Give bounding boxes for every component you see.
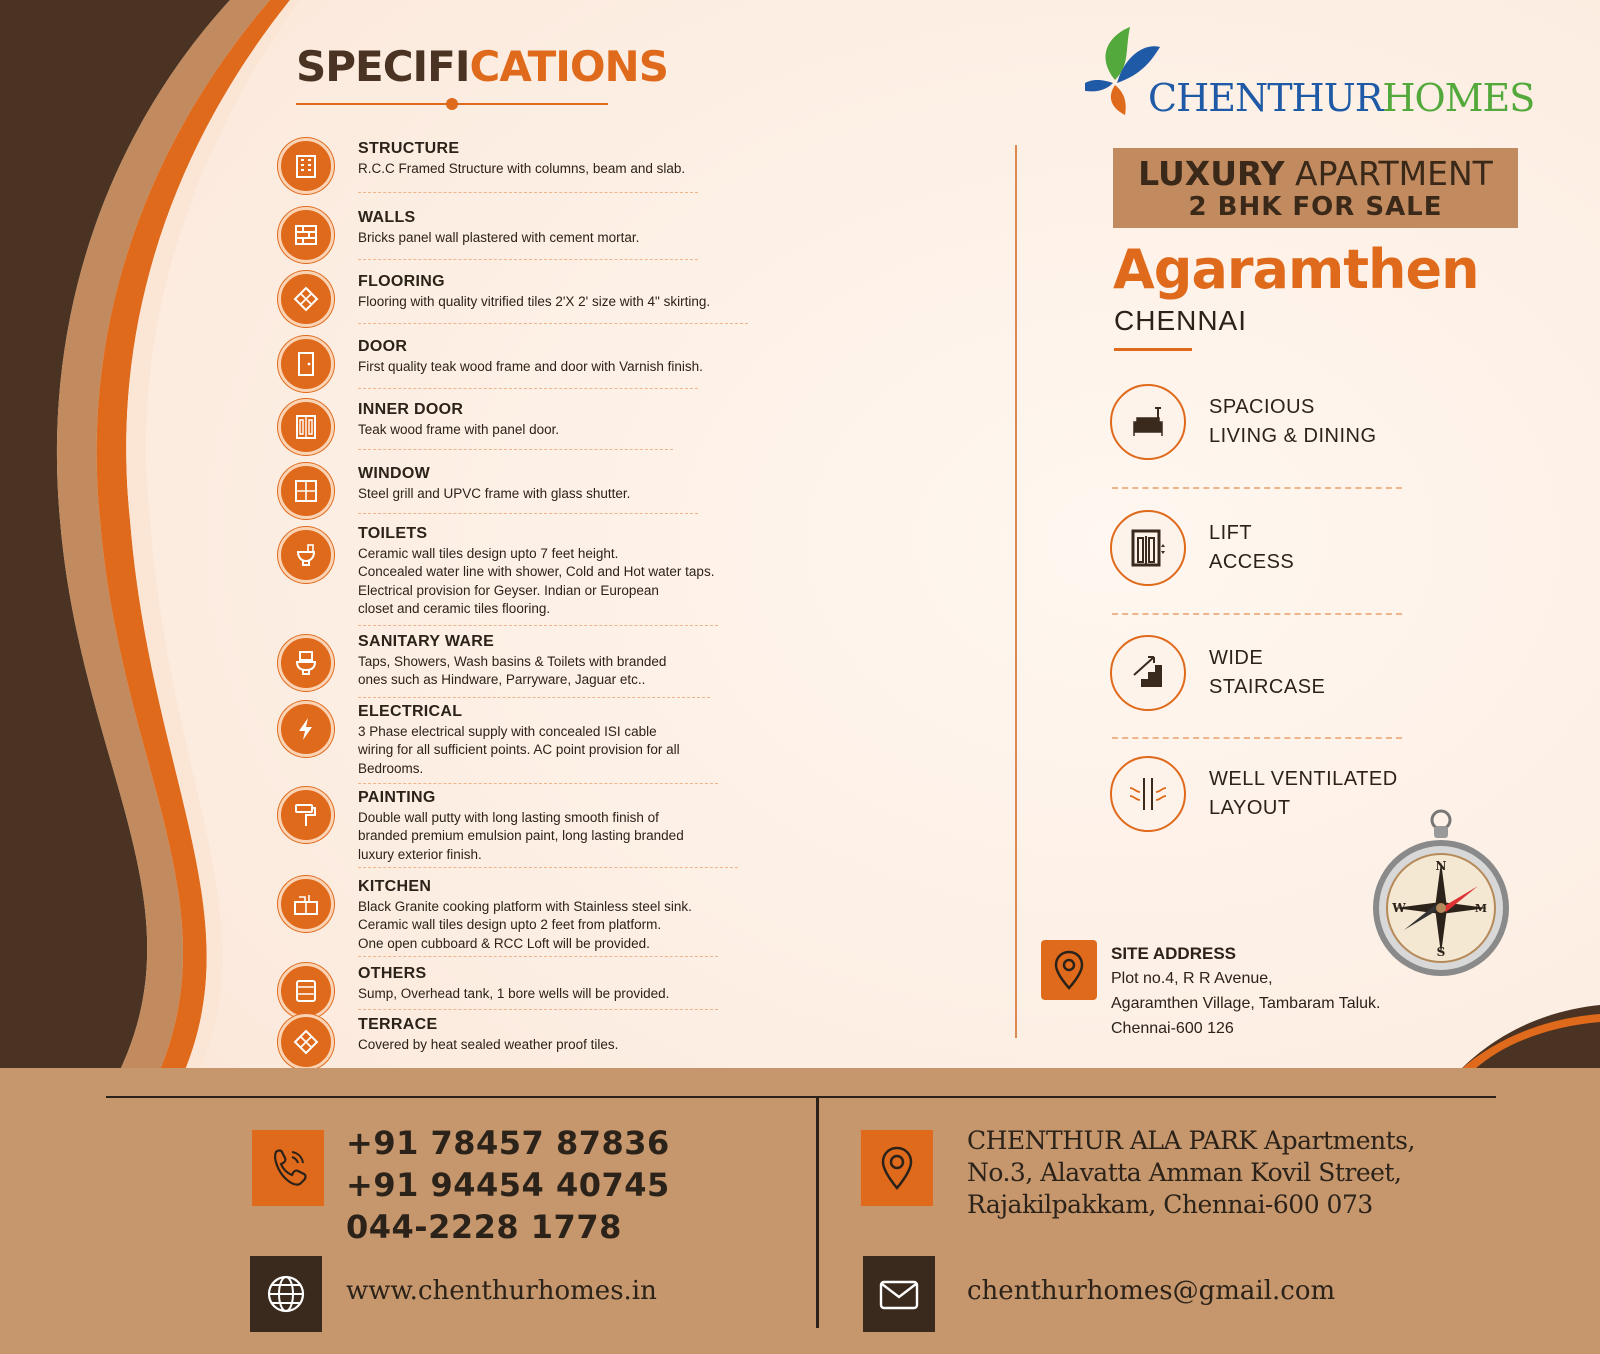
spec-desc: Flooring with quality vitrified tiles 2'X 2' size with 4" skirting.	[358, 294, 711, 309]
offer-line-2: 2 BHK FOR SALE	[1188, 192, 1443, 222]
kitchen-icon	[278, 876, 334, 932]
spec-desc: Bricks panel wall plastered with cement mortar.	[358, 230, 640, 245]
website-link[interactable]: www.chenthurhomes.in	[346, 1276, 657, 1306]
spec-desc: Teak wood frame with panel door.	[358, 422, 560, 437]
divider	[358, 1009, 718, 1010]
office-address-line: No.3, Alavatta Amman Kovil Street,	[967, 1158, 1402, 1187]
feature-line-1: SPACIOUS	[1209, 396, 1315, 418]
specifications-title	[296, 42, 668, 91]
mail-icon	[863, 1256, 935, 1332]
feature-line-1: LIFT	[1209, 522, 1253, 544]
offer-bold: LUXURY	[1138, 154, 1285, 193]
divider	[358, 323, 748, 324]
offer-line-1	[1113, 154, 1518, 193]
divider	[358, 783, 718, 784]
desc-line: Electrical provision for Geyser. Indian or European	[358, 582, 659, 598]
phone-icon	[252, 1130, 324, 1206]
desc-line: closet and ceramic tiles flooring.	[358, 600, 551, 616]
spec-title: TERRACE	[358, 1016, 438, 1033]
desc-line: ones such as Hindware, Parryware, Jaguar etc..	[358, 672, 646, 688]
feature-line-2: LIVING & DINING	[1209, 425, 1377, 447]
spec-title: OTHERS	[358, 965, 427, 982]
brick-wall-icon	[278, 207, 334, 263]
divider	[358, 259, 698, 260]
feature-ventilation	[1110, 756, 1410, 836]
offer-rest: APARTMENT	[1284, 154, 1493, 193]
feature-line-2: ACCESS	[1209, 551, 1295, 573]
spec-desc: Steel grill and UPVC frame with glass shutter.	[358, 486, 631, 501]
spec-title: TOILETS	[358, 525, 428, 542]
brand-name-part-2: HOMES	[1382, 76, 1535, 120]
spec-title: KITCHEN	[358, 878, 432, 895]
brand-name-part-1: CHENTHUR	[1148, 76, 1383, 120]
title-part-1: SPECIFI	[296, 42, 470, 91]
desc-line: wiring for all sufficient points. AC point provision for all	[358, 742, 680, 758]
divider	[358, 388, 698, 389]
desc-line: luxury exterior finish.	[358, 846, 482, 862]
spec-desc: Sump, Overhead tank, 1 bore wells will be provided.	[358, 986, 670, 1001]
divider	[358, 867, 738, 868]
feature-line-2: STAIRCASE	[1209, 676, 1326, 698]
spec-title: STRUCTURE	[358, 140, 460, 157]
title-part-2: CATIONS	[469, 42, 668, 91]
site-address-line: Chennai-600 126	[1111, 1020, 1234, 1037]
spec-title: PAINTING	[358, 789, 436, 806]
location-pin-icon	[861, 1130, 933, 1206]
compass-n: N	[1435, 859, 1447, 873]
globe-icon	[250, 1256, 322, 1332]
divider	[358, 192, 698, 193]
tiles-icon	[278, 271, 334, 327]
divider	[358, 449, 673, 450]
divider	[358, 625, 718, 626]
spec-desc: First quality teak wood frame and door with Varnish finish.	[358, 359, 703, 374]
desc-line: Black Granite cooking platform with Stainless steel sink.	[358, 899, 692, 914]
feature-lift	[1110, 510, 1410, 590]
spec-title: WINDOW	[358, 465, 431, 482]
feature-divider	[1112, 487, 1402, 489]
compass-s: S	[1436, 945, 1446, 959]
office-address-line: Rajakilpakkam, Chennai-600 073	[967, 1190, 1373, 1219]
divider	[358, 697, 710, 698]
spec-title: SANITARY WARE	[358, 633, 495, 650]
desc-line: Double wall putty with long lasting smooth finish of	[358, 810, 659, 825]
panel-door-icon	[278, 399, 334, 455]
door-icon	[278, 336, 334, 392]
location-city: CHENNAI	[1114, 305, 1248, 336]
spec-title: INNER DOOR	[358, 401, 464, 418]
location-underline	[1114, 348, 1192, 351]
feature-line-2: LAYOUT	[1209, 797, 1291, 819]
desc-line: Ceramic wall tiles design upto 7 feet height.	[358, 546, 619, 561]
ventilation-icon	[1110, 756, 1186, 832]
sofa-icon	[1110, 384, 1186, 460]
feature-divider	[1112, 613, 1402, 615]
title-dot	[446, 98, 458, 110]
feature-divider	[1112, 737, 1402, 739]
spec-desc	[358, 653, 666, 690]
email-link[interactable]: chenthurhomes@gmail.com	[967, 1276, 1336, 1306]
tank-icon	[278, 963, 334, 1019]
decorative-arc	[1460, 990, 1600, 1070]
offer-banner	[1113, 148, 1518, 228]
footer-divider	[106, 1096, 1496, 1098]
office-address-line: CHENTHUR ALA PARK Apartments,	[967, 1126, 1415, 1155]
feature-staircase	[1110, 635, 1410, 715]
feature-line-1: WIDE	[1209, 647, 1264, 669]
spec-title: ELECTRICAL	[358, 703, 463, 720]
desc-line: 3 Phase electrical supply with concealed ISI cable	[358, 724, 657, 739]
desc-line: Concealed water line with shower, Cold and Hot water taps.	[358, 564, 715, 580]
footer-column-divider	[816, 1096, 819, 1328]
spec-title: DOOR	[358, 338, 408, 355]
feature-living-dining	[1110, 384, 1410, 464]
desc-line: branded premium emulsion paint, long lasting branded	[358, 828, 684, 844]
staircase-icon	[1110, 635, 1186, 711]
spec-desc: R.C.C Framed Structure with columns, beam and slab.	[358, 161, 686, 176]
compass-image	[1368, 806, 1514, 986]
feature-line-1: WELL VENTILATED	[1209, 768, 1398, 790]
phone-number[interactable]: 044-2228 1778	[346, 1208, 622, 1246]
terrace-tiles-icon	[278, 1014, 334, 1070]
brand-name	[1148, 76, 1534, 120]
phone-number[interactable]: +91 78457 87836	[346, 1124, 670, 1162]
desc-line: One open cubboard & RCC Loft will be provided.	[358, 935, 650, 951]
site-address-line: Agaramthen Village, Tambaram Taluk.	[1111, 995, 1381, 1012]
spec-title: WALLS	[358, 209, 416, 226]
spec-title: FLOORING	[358, 273, 445, 290]
toilet-icon	[278, 527, 334, 583]
building-icon	[278, 138, 334, 194]
phone-number[interactable]: +91 94454 40745	[346, 1166, 670, 1204]
column-divider	[1015, 145, 1017, 1038]
desc-line: Bedrooms.	[358, 760, 424, 776]
divider	[358, 956, 718, 957]
site-address-title: SITE ADDRESS	[1111, 944, 1237, 963]
spec-desc	[358, 809, 684, 864]
divider	[358, 513, 698, 514]
spec-desc	[358, 723, 680, 778]
compass-e: M	[1474, 902, 1488, 915]
lightning-icon	[278, 701, 334, 757]
desc-line: Ceramic wall tiles design upto 2 feet from platform.	[358, 917, 662, 933]
lift-icon	[1110, 510, 1186, 586]
sanitary-icon	[278, 635, 334, 691]
compass-w: W	[1392, 901, 1406, 915]
window-icon	[278, 463, 334, 519]
spec-desc	[358, 545, 714, 618]
site-address-line: Plot no.4, R R Avenue,	[1111, 970, 1273, 987]
desc-line: Taps, Showers, Wash basins & Toilets with branded	[358, 654, 667, 669]
paint-roller-icon	[278, 787, 334, 843]
location-area: Agaramthen	[1113, 238, 1479, 301]
map-pin-icon	[1041, 940, 1097, 1000]
spec-desc	[358, 898, 692, 953]
spec-desc: Covered by heat sealed weather proof tiles.	[358, 1037, 619, 1052]
